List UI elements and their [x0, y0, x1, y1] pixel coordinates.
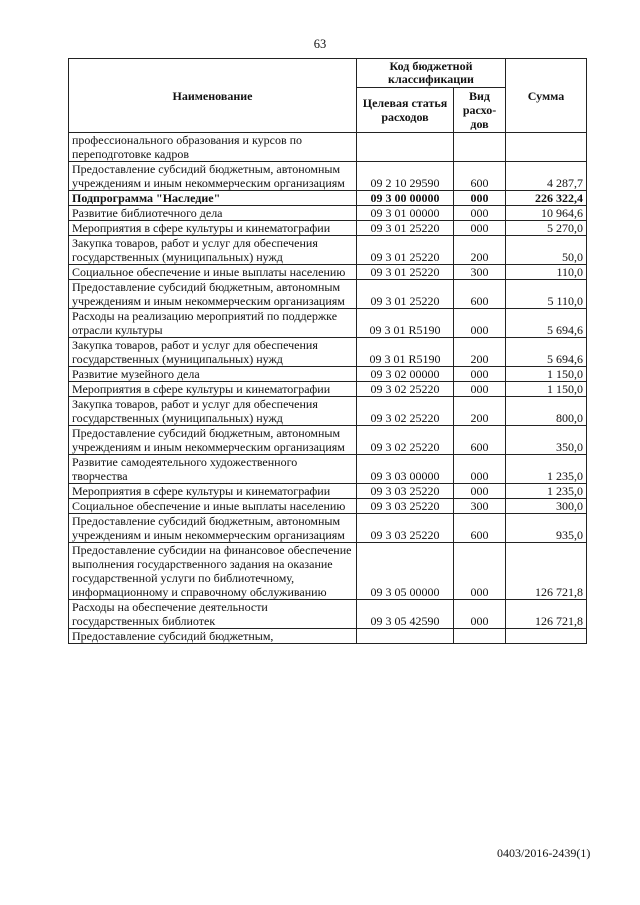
row-expense-type-cell: 300 — [454, 499, 506, 514]
row-target-article-cell: 09 3 03 25220 — [357, 514, 454, 543]
header-name: Наименование — [69, 59, 357, 133]
row-target-article-cell: 09 3 03 25220 — [357, 484, 454, 499]
row-target-article-cell — [357, 133, 454, 162]
row-target-article-cell: 09 3 02 25220 — [357, 382, 454, 397]
row-amount-cell: 800,0 — [506, 397, 587, 426]
table-row — [69, 236, 587, 265]
row-expense-type-cell: 600 — [454, 426, 506, 455]
row-target-article-cell: 09 3 01 25220 — [357, 265, 454, 280]
table-row — [69, 382, 587, 397]
table-row — [69, 484, 587, 499]
table-row — [69, 426, 587, 455]
row-expense-type-cell: 200 — [454, 338, 506, 367]
table-row — [69, 206, 587, 221]
row-target-article-cell — [357, 629, 454, 644]
row-name-cell: Предоставление субсидий бюджетным, автономным учреждениям и иным некоммерческим организациям — [69, 514, 357, 543]
row-amount-cell: 126 721,8 — [506, 600, 587, 629]
row-name-cell: Расходы на обеспечение деятельности государственных библиотек — [69, 600, 357, 629]
table-row — [69, 162, 587, 191]
row-expense-type-cell: 300 — [454, 265, 506, 280]
table-row — [69, 543, 587, 600]
row-name-cell: Подпрограмма "Наследие" — [69, 191, 357, 206]
row-name-cell: Мероприятия в сфере культуры и кинематографии — [69, 484, 357, 499]
row-target-article-cell: 09 3 01 R5190 — [357, 338, 454, 367]
table-row — [69, 191, 587, 206]
row-amount-cell: 4 287,7 — [506, 162, 587, 191]
row-amount-cell: 226 322,4 — [506, 191, 587, 206]
row-expense-type-cell: 000 — [454, 382, 506, 397]
row-name-cell: Расходы на реализацию мероприятий по поддержке отрасли культуры — [69, 309, 357, 338]
row-name-cell: Предоставление субсидии на финансовое обеспечение выполнения государственного задания на оказание государственной услуги по библиотечному, информационному и справочному обслуживанию — [69, 543, 357, 600]
row-expense-type-cell: 000 — [454, 309, 506, 338]
table-row — [69, 338, 587, 367]
row-expense-type-cell: 000 — [454, 484, 506, 499]
row-name-cell: Предоставление субсидий бюджетным, автономным учреждениям и иным некоммерческим организациям — [69, 426, 357, 455]
row-target-article-cell: 09 3 02 25220 — [357, 397, 454, 426]
row-amount-cell: 10 964,6 — [506, 206, 587, 221]
header-budget-classification: Код бюджетной классификации — [357, 59, 506, 88]
row-amount-cell — [506, 133, 587, 162]
header-expense-type: Вид расхо-дов — [454, 88, 506, 133]
row-name-cell: Развитие самодеятельного художественного творчества — [69, 455, 357, 484]
row-expense-type-cell: 000 — [454, 191, 506, 206]
row-amount-cell: 1 235,0 — [506, 455, 587, 484]
row-name-cell: Закупка товаров, работ и услуг для обеспечения государственных (муниципальных) нужд — [69, 338, 357, 367]
row-amount-cell: 1 150,0 — [506, 382, 587, 397]
row-amount-cell — [506, 629, 587, 644]
row-target-article-cell: 09 3 01 00000 — [357, 206, 454, 221]
row-amount-cell: 5 694,6 — [506, 309, 587, 338]
row-amount-cell: 5 110,0 — [506, 280, 587, 309]
row-amount-cell: 1 150,0 — [506, 367, 587, 382]
row-name-cell: Закупка товаров, работ и услуг для обеспечения государственных (муниципальных) нужд — [69, 397, 357, 426]
row-name-cell: Мероприятия в сфере культуры и кинематографии — [69, 221, 357, 236]
row-name-cell: Социальное обеспечение и иные выплаты населению — [69, 265, 357, 280]
table-row — [69, 514, 587, 543]
header-target-article: Целевая статья расходов — [357, 88, 454, 133]
row-expense-type-cell: 000 — [454, 600, 506, 629]
row-expense-type-cell — [454, 629, 506, 644]
budget-rows — [69, 133, 587, 644]
row-amount-cell: 126 721,8 — [506, 543, 587, 600]
row-target-article-cell: 09 2 10 29590 — [357, 162, 454, 191]
row-name-cell: профессионального образования и курсов по переподготовке кадров — [69, 133, 357, 162]
document-code: 0403/2016-2439(1) — [497, 846, 591, 860]
row-target-article-cell: 09 3 00 00000 — [357, 191, 454, 206]
row-amount-cell: 5 270,0 — [506, 221, 587, 236]
row-name-cell: Предоставление субсидий бюджетным, автономным учреждениям и иным некоммерческим организациям — [69, 162, 357, 191]
row-name-cell: Социальное обеспечение и иные выплаты населению — [69, 499, 357, 514]
row-target-article-cell: 09 3 02 25220 — [357, 426, 454, 455]
row-expense-type-cell: 000 — [454, 543, 506, 600]
row-expense-type-cell: 600 — [454, 280, 506, 309]
header-amount: Сумма — [506, 59, 587, 133]
table-row — [69, 455, 587, 484]
row-name-cell: Закупка товаров, работ и услуг для обеспечения государственных (муниципальных) нужд — [69, 236, 357, 265]
table-row — [69, 629, 587, 644]
row-amount-cell: 300,0 — [506, 499, 587, 514]
row-target-article-cell: 09 3 05 42590 — [357, 600, 454, 629]
table-row — [69, 397, 587, 426]
table-row — [69, 309, 587, 338]
row-target-article-cell: 09 3 03 00000 — [357, 455, 454, 484]
table-row — [69, 221, 587, 236]
budget-table — [68, 58, 587, 644]
row-amount-cell: 50,0 — [506, 236, 587, 265]
row-expense-type-cell: 000 — [454, 206, 506, 221]
row-expense-type-cell: 600 — [454, 514, 506, 543]
row-expense-type-cell: 000 — [454, 221, 506, 236]
row-target-article-cell: 09 3 03 25220 — [357, 499, 454, 514]
row-expense-type-cell — [454, 133, 506, 162]
table-row — [69, 265, 587, 280]
row-target-article-cell: 09 3 01 25220 — [357, 280, 454, 309]
row-name-cell: Предоставление субсидий бюджетным, автономным учреждениям и иным некоммерческим организациям — [69, 280, 357, 309]
row-expense-type-cell: 600 — [454, 162, 506, 191]
row-expense-type-cell: 200 — [454, 397, 506, 426]
table-row — [69, 133, 587, 162]
row-name-cell: Мероприятия в сфере культуры и кинематографии — [69, 382, 357, 397]
table-row — [69, 600, 587, 629]
row-amount-cell: 1 235,0 — [506, 484, 587, 499]
row-name-cell: Развитие музейного дела — [69, 367, 357, 382]
row-amount-cell: 935,0 — [506, 514, 587, 543]
row-target-article-cell: 09 3 02 00000 — [357, 367, 454, 382]
row-expense-type-cell: 000 — [454, 455, 506, 484]
row-amount-cell: 5 694,6 — [506, 338, 587, 367]
row-target-article-cell: 09 3 01 R5190 — [357, 309, 454, 338]
row-target-article-cell: 09 3 05 00000 — [357, 543, 454, 600]
row-target-article-cell: 09 3 01 25220 — [357, 221, 454, 236]
page-number: 63 — [313, 37, 327, 51]
row-amount-cell: 350,0 — [506, 426, 587, 455]
row-target-article-cell: 09 3 01 25220 — [357, 236, 454, 265]
table-row — [69, 280, 587, 309]
row-name-cell: Предоставление субсидий бюджетным, — [69, 629, 357, 644]
row-expense-type-cell: 200 — [454, 236, 506, 265]
row-expense-type-cell: 000 — [454, 367, 506, 382]
row-name-cell: Развитие библиотечного дела — [69, 206, 357, 221]
table-row — [69, 499, 587, 514]
table-row — [69, 367, 587, 382]
row-amount-cell: 110,0 — [506, 265, 587, 280]
